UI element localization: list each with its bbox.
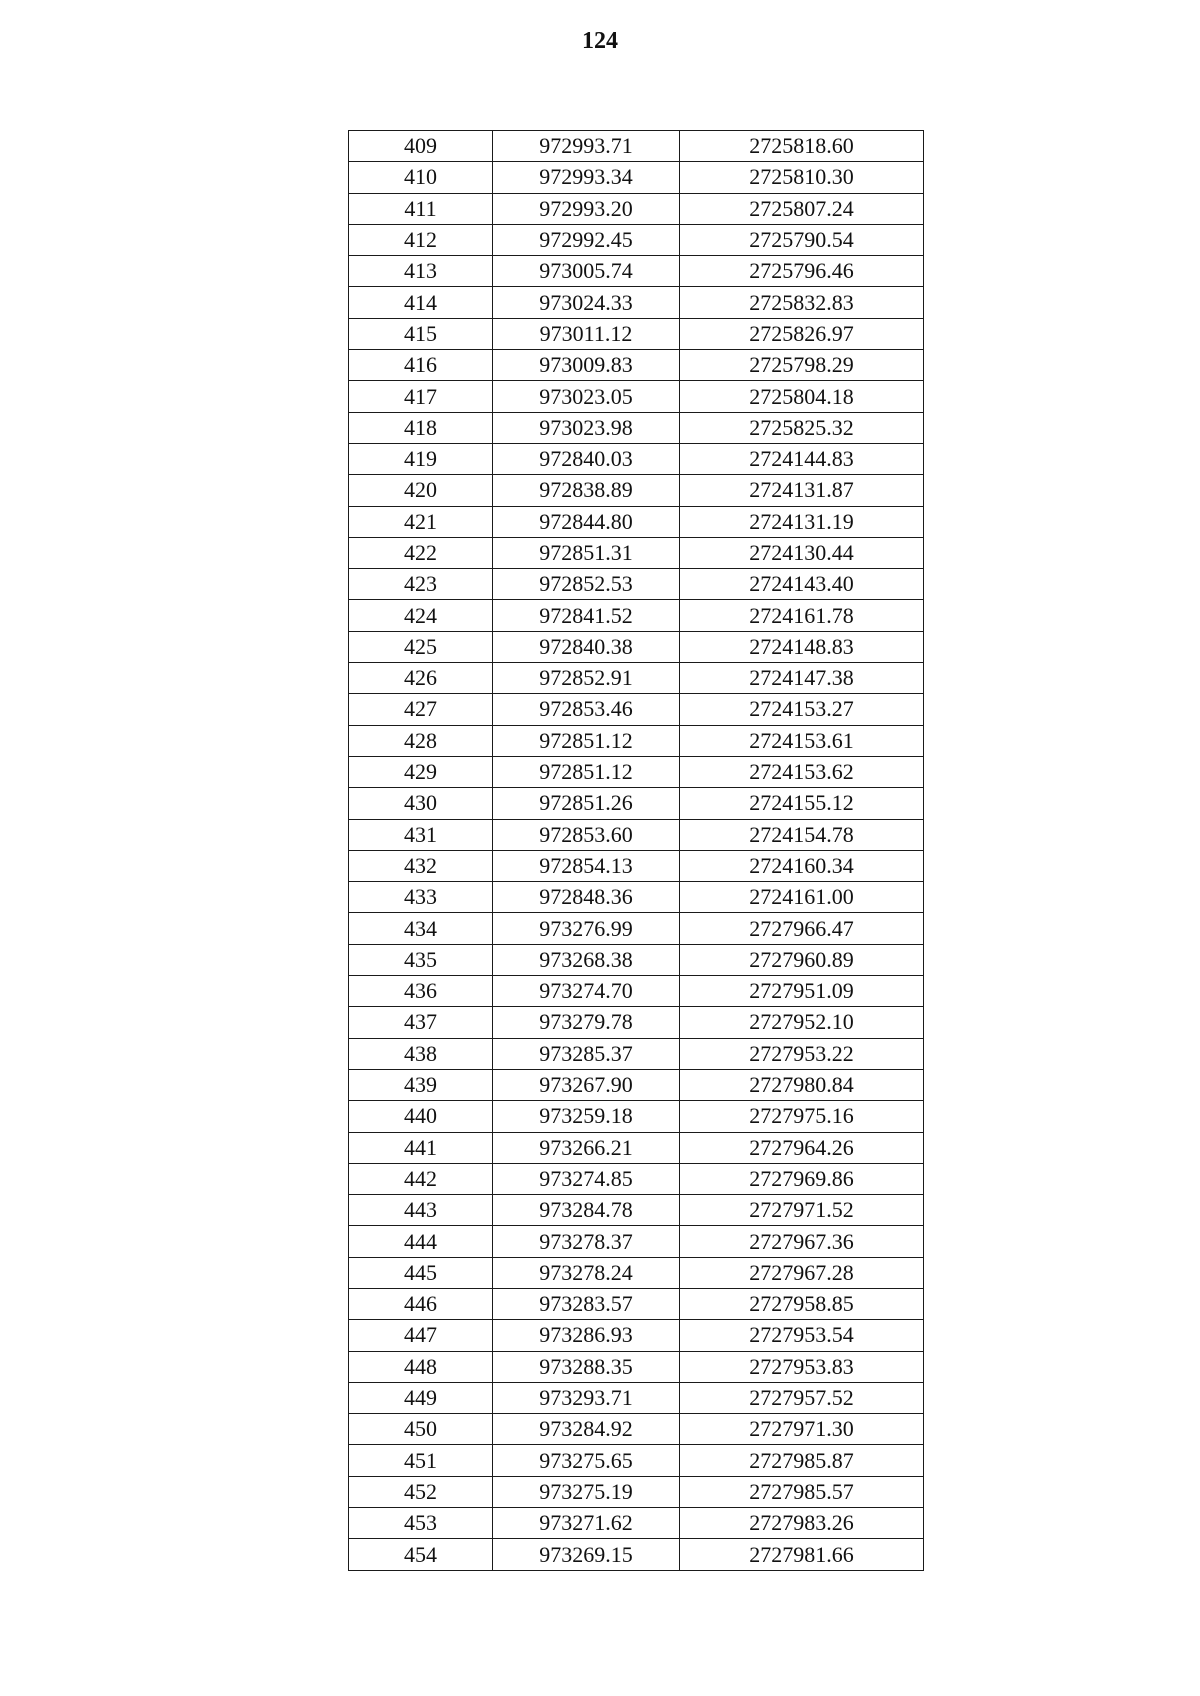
point-number-cell: 424	[349, 600, 493, 631]
table-row	[349, 1163, 924, 1194]
x-coordinate-cell: 973267.90	[493, 1069, 680, 1100]
x-coordinate-cell: 973009.83	[493, 350, 680, 381]
table-row	[349, 1476, 924, 1507]
table-row	[349, 350, 924, 381]
x-coordinate-cell: 973259.18	[493, 1101, 680, 1132]
y-coordinate-cell: 2725818.60	[680, 131, 924, 162]
y-coordinate-cell: 2727971.30	[680, 1414, 924, 1445]
point-number-cell: 451	[349, 1445, 493, 1476]
x-coordinate-cell: 972851.12	[493, 725, 680, 756]
x-coordinate-cell: 973275.19	[493, 1476, 680, 1507]
y-coordinate-cell: 2724143.40	[680, 569, 924, 600]
x-coordinate-cell: 973275.65	[493, 1445, 680, 1476]
y-coordinate-cell: 2724153.61	[680, 725, 924, 756]
y-coordinate-cell: 2727985.87	[680, 1445, 924, 1476]
point-number-cell: 436	[349, 976, 493, 1007]
table-row	[349, 725, 924, 756]
point-number-cell: 418	[349, 412, 493, 443]
table-row	[349, 976, 924, 1007]
point-number-cell: 443	[349, 1195, 493, 1226]
table-row	[349, 443, 924, 474]
x-coordinate-cell: 972993.71	[493, 131, 680, 162]
y-coordinate-cell: 2727975.16	[680, 1101, 924, 1132]
x-coordinate-cell: 973024.33	[493, 287, 680, 318]
x-coordinate-cell: 973288.35	[493, 1351, 680, 1382]
y-coordinate-cell: 2725825.32	[680, 412, 924, 443]
x-coordinate-cell: 973023.05	[493, 381, 680, 412]
table-row	[349, 694, 924, 725]
x-coordinate-cell: 973005.74	[493, 256, 680, 287]
point-number-cell: 415	[349, 318, 493, 349]
point-number-cell: 429	[349, 756, 493, 787]
table-row	[349, 788, 924, 819]
x-coordinate-cell: 972853.46	[493, 694, 680, 725]
table-row	[349, 1007, 924, 1038]
y-coordinate-cell: 2724131.19	[680, 506, 924, 537]
table-row	[349, 412, 924, 443]
table-row	[349, 1320, 924, 1351]
x-coordinate-cell: 972851.12	[493, 756, 680, 787]
page-number: 124	[582, 28, 618, 54]
point-number-cell: 435	[349, 944, 493, 975]
y-coordinate-cell: 2724153.27	[680, 694, 924, 725]
y-coordinate-cell: 2727953.22	[680, 1038, 924, 1069]
table-row	[349, 600, 924, 631]
y-coordinate-cell: 2727971.52	[680, 1195, 924, 1226]
point-number-cell: 427	[349, 694, 493, 725]
x-coordinate-cell: 972848.36	[493, 882, 680, 913]
point-number-cell: 421	[349, 506, 493, 537]
x-coordinate-cell: 973269.15	[493, 1539, 680, 1570]
point-number-cell: 419	[349, 443, 493, 474]
x-coordinate-cell: 973284.92	[493, 1414, 680, 1445]
point-number-cell: 416	[349, 350, 493, 381]
x-coordinate-cell: 973278.24	[493, 1257, 680, 1288]
point-number-cell: 452	[349, 1476, 493, 1507]
point-number-cell: 413	[349, 256, 493, 287]
x-coordinate-cell: 972852.53	[493, 569, 680, 600]
table-row	[349, 631, 924, 662]
y-coordinate-cell: 2725798.29	[680, 350, 924, 381]
table-row	[349, 318, 924, 349]
table-row	[349, 944, 924, 975]
point-number-cell: 450	[349, 1414, 493, 1445]
point-number-cell: 449	[349, 1382, 493, 1413]
point-number-cell: 440	[349, 1101, 493, 1132]
table-row	[349, 162, 924, 193]
x-coordinate-cell: 972840.03	[493, 443, 680, 474]
x-coordinate-cell: 973279.78	[493, 1007, 680, 1038]
y-coordinate-cell: 2727967.36	[680, 1226, 924, 1257]
y-coordinate-cell: 2727983.26	[680, 1508, 924, 1539]
y-coordinate-cell: 2727966.47	[680, 913, 924, 944]
table-row	[349, 1038, 924, 1069]
table-row	[349, 475, 924, 506]
y-coordinate-cell: 2727960.89	[680, 944, 924, 975]
x-coordinate-cell: 973278.37	[493, 1226, 680, 1257]
point-number-cell: 434	[349, 913, 493, 944]
point-number-cell: 417	[349, 381, 493, 412]
point-number-cell: 425	[349, 631, 493, 662]
point-number-cell: 423	[349, 569, 493, 600]
x-coordinate-cell: 972852.91	[493, 663, 680, 694]
x-coordinate-cell: 972851.31	[493, 537, 680, 568]
y-coordinate-cell: 2725796.46	[680, 256, 924, 287]
point-number-cell: 447	[349, 1320, 493, 1351]
point-number-cell: 430	[349, 788, 493, 819]
x-coordinate-cell: 973011.12	[493, 318, 680, 349]
x-coordinate-cell: 972993.20	[493, 193, 680, 224]
x-coordinate-cell: 972851.26	[493, 788, 680, 819]
point-number-cell: 438	[349, 1038, 493, 1069]
x-coordinate-cell: 972993.34	[493, 162, 680, 193]
point-number-cell: 442	[349, 1163, 493, 1194]
table-row	[349, 819, 924, 850]
point-number-cell: 411	[349, 193, 493, 224]
table-row	[349, 756, 924, 787]
table-row	[349, 1195, 924, 1226]
point-number-cell: 448	[349, 1351, 493, 1382]
table-row	[349, 1069, 924, 1100]
y-coordinate-cell: 2725804.18	[680, 381, 924, 412]
y-coordinate-cell: 2725810.30	[680, 162, 924, 193]
table-row	[349, 224, 924, 255]
y-coordinate-cell: 2724147.38	[680, 663, 924, 694]
y-coordinate-cell: 2727951.09	[680, 976, 924, 1007]
x-coordinate-cell: 972840.38	[493, 631, 680, 662]
y-coordinate-cell: 2724144.83	[680, 443, 924, 474]
x-coordinate-cell: 973284.78	[493, 1195, 680, 1226]
y-coordinate-cell: 2727969.86	[680, 1163, 924, 1194]
table-row	[349, 1539, 924, 1570]
y-coordinate-cell: 2727957.52	[680, 1382, 924, 1413]
point-number-cell: 412	[349, 224, 493, 255]
x-coordinate-cell: 973286.93	[493, 1320, 680, 1351]
table-row	[349, 506, 924, 537]
table-row	[349, 663, 924, 694]
y-coordinate-cell: 2727952.10	[680, 1007, 924, 1038]
y-coordinate-cell: 2724154.78	[680, 819, 924, 850]
y-coordinate-cell: 2724131.87	[680, 475, 924, 506]
x-coordinate-cell: 973268.38	[493, 944, 680, 975]
table-row	[349, 381, 924, 412]
table-row	[349, 1101, 924, 1132]
y-coordinate-cell: 2724130.44	[680, 537, 924, 568]
table-row	[349, 1132, 924, 1163]
point-number-cell: 428	[349, 725, 493, 756]
x-coordinate-cell: 973274.85	[493, 1163, 680, 1194]
table-row	[349, 850, 924, 881]
table-row	[349, 569, 924, 600]
point-number-cell: 445	[349, 1257, 493, 1288]
point-number-cell: 432	[349, 850, 493, 881]
x-coordinate-cell: 973266.21	[493, 1132, 680, 1163]
table-row	[349, 1414, 924, 1445]
y-coordinate-cell: 2727985.57	[680, 1476, 924, 1507]
point-number-cell: 414	[349, 287, 493, 318]
point-number-cell: 409	[349, 131, 493, 162]
x-coordinate-cell: 973276.99	[493, 913, 680, 944]
x-coordinate-cell: 973283.57	[493, 1288, 680, 1319]
y-coordinate-cell: 2724155.12	[680, 788, 924, 819]
y-coordinate-cell: 2724161.78	[680, 600, 924, 631]
y-coordinate-cell: 2727980.84	[680, 1069, 924, 1100]
y-coordinate-cell: 2725790.54	[680, 224, 924, 255]
point-number-cell: 437	[349, 1007, 493, 1038]
x-coordinate-cell: 972844.80	[493, 506, 680, 537]
x-coordinate-cell: 972841.52	[493, 600, 680, 631]
y-coordinate-cell: 2724148.83	[680, 631, 924, 662]
point-number-cell: 410	[349, 162, 493, 193]
y-coordinate-cell: 2724161.00	[680, 882, 924, 913]
y-coordinate-cell: 2727953.54	[680, 1320, 924, 1351]
point-number-cell: 446	[349, 1288, 493, 1319]
table-row	[349, 1508, 924, 1539]
y-coordinate-cell: 2727958.85	[680, 1288, 924, 1319]
y-coordinate-cell: 2725807.24	[680, 193, 924, 224]
table-row	[349, 131, 924, 162]
point-number-cell: 454	[349, 1539, 493, 1570]
y-coordinate-cell: 2725826.97	[680, 318, 924, 349]
y-coordinate-cell: 2727964.26	[680, 1132, 924, 1163]
y-coordinate-cell: 2727953.83	[680, 1351, 924, 1382]
point-number-cell: 441	[349, 1132, 493, 1163]
y-coordinate-cell: 2724153.62	[680, 756, 924, 787]
x-coordinate-cell: 973274.70	[493, 976, 680, 1007]
y-coordinate-cell: 2725832.83	[680, 287, 924, 318]
point-number-cell: 420	[349, 475, 493, 506]
table-row	[349, 913, 924, 944]
x-coordinate-cell: 973023.98	[493, 412, 680, 443]
y-coordinate-cell: 2727981.66	[680, 1539, 924, 1570]
y-coordinate-cell: 2724160.34	[680, 850, 924, 881]
y-coordinate-cell: 2727967.28	[680, 1257, 924, 1288]
x-coordinate-cell: 972854.13	[493, 850, 680, 881]
coordinates-table	[348, 130, 924, 1571]
point-number-cell: 422	[349, 537, 493, 568]
point-number-cell: 426	[349, 663, 493, 694]
point-number-cell: 444	[349, 1226, 493, 1257]
table-row	[349, 882, 924, 913]
x-coordinate-cell: 972838.89	[493, 475, 680, 506]
table-row	[349, 1257, 924, 1288]
coordinates-table-body	[349, 131, 924, 1571]
table-row	[349, 1382, 924, 1413]
table-row	[349, 537, 924, 568]
table-row	[349, 1445, 924, 1476]
table-row	[349, 256, 924, 287]
point-number-cell: 439	[349, 1069, 493, 1100]
table-row	[349, 1226, 924, 1257]
point-number-cell: 431	[349, 819, 493, 850]
point-number-cell: 433	[349, 882, 493, 913]
x-coordinate-cell: 973293.71	[493, 1382, 680, 1413]
x-coordinate-cell: 973285.37	[493, 1038, 680, 1069]
table-row	[349, 193, 924, 224]
x-coordinate-cell: 972853.60	[493, 819, 680, 850]
x-coordinate-cell: 972992.45	[493, 224, 680, 255]
table-row	[349, 287, 924, 318]
x-coordinate-cell: 973271.62	[493, 1508, 680, 1539]
table-row	[349, 1288, 924, 1319]
table-row	[349, 1351, 924, 1382]
point-number-cell: 453	[349, 1508, 493, 1539]
